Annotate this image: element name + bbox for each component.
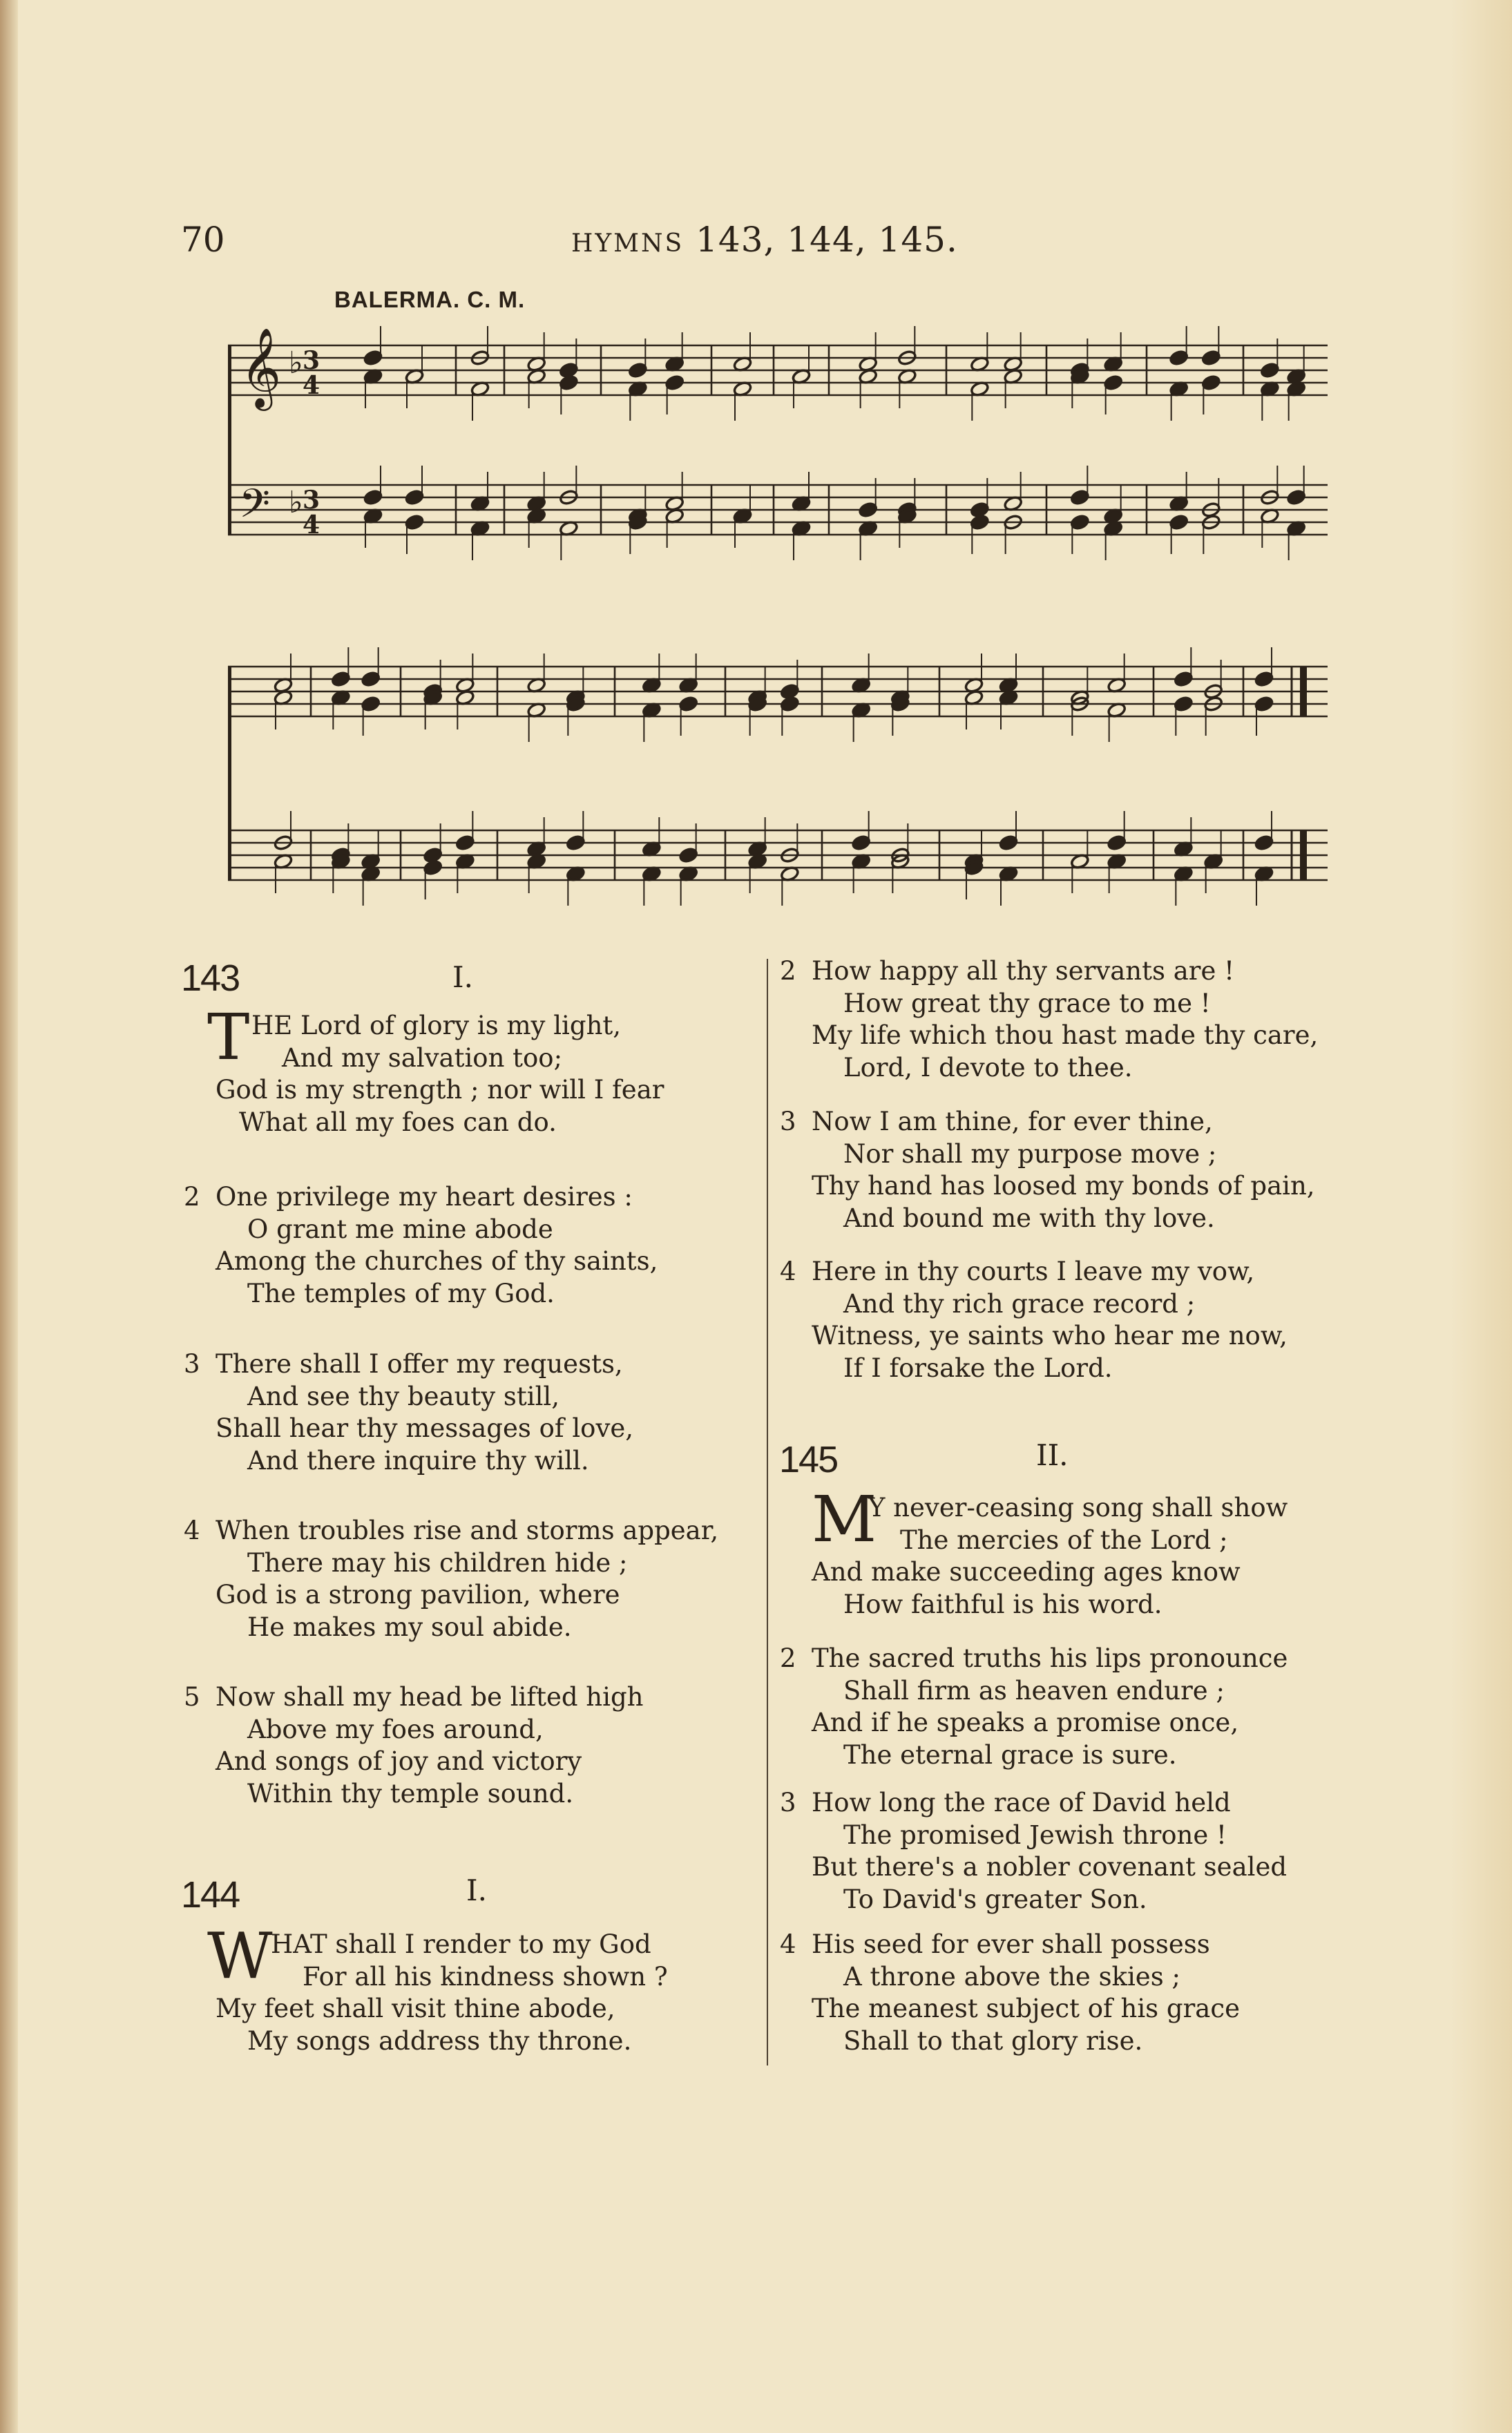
system-brace <box>228 345 231 535</box>
hymn-number-145: 145 <box>779 1439 838 1480</box>
page-edge-right <box>1450 0 1512 2433</box>
bass-note <box>1169 514 1189 531</box>
verse-number: 2 <box>184 1182 200 1212</box>
hymn-144-stanza-4 <box>780 1256 1288 1384</box>
hymn-143-stanza-2 <box>184 1181 658 1310</box>
stanza-line: If I forsake the Lord. <box>843 1353 1113 1383</box>
final-barline <box>1300 667 1307 716</box>
treble-note <box>1174 671 1193 687</box>
bass-key-flat-icon: ♭ <box>289 485 303 520</box>
treble-note <box>1104 374 1123 391</box>
treble-time-signature-icon: 4 <box>303 371 320 400</box>
stanza-line: O grant me mine abode <box>247 1214 553 1244</box>
running-title-numbers: 143, 144, 145. <box>696 220 958 260</box>
stanza-line: Shall to that glory rise. <box>843 2025 1143 2056</box>
treble-note <box>1260 362 1279 379</box>
final-barline <box>1300 830 1307 880</box>
hymn-144-stanza-3 <box>780 1106 1315 1234</box>
treble-note <box>1201 350 1221 366</box>
hymn-145-stanza-4 <box>780 1929 1240 2057</box>
drop-cap: T <box>207 1000 250 1074</box>
bass-note <box>852 834 871 851</box>
hymn-145-stanza-1 <box>812 1482 1288 1621</box>
bass-note <box>970 514 989 531</box>
hymn-143-stanza-3 <box>184 1348 634 1477</box>
stanza-line: Nor shall my purpose move ; <box>843 1138 1217 1169</box>
stanza-line: Now I am thine, for ever thine, <box>812 1107 1213 1136</box>
treble-clef-icon: 𝄞 <box>240 327 282 408</box>
stanza-line: The meanest subject of his grace <box>812 1994 1240 2023</box>
stanza-line: My feet shall visit thine abode, <box>216 1994 615 2023</box>
verse-number: 5 <box>184 1682 200 1712</box>
bass-time-signature-icon: 3 <box>303 486 320 515</box>
stanza-line: He makes my soul abide. <box>247 1612 572 1642</box>
bass-note <box>423 859 443 876</box>
treble-note <box>361 696 381 712</box>
hymn-143-stanza-5 <box>184 1681 644 1810</box>
stanza-line: Among the churches of thy saints, <box>216 1246 658 1276</box>
stanza-line: Y never-ceasing song shall show <box>868 1493 1288 1523</box>
bass-note <box>859 502 878 518</box>
stanza-line: And make succeeding ages know <box>812 1557 1241 1587</box>
stanza-line: HAT shall I render to my God <box>271 1929 651 1959</box>
bass-note <box>566 834 585 851</box>
treble-note <box>780 696 799 712</box>
stanza-line: Lord, I devote to thee. <box>843 1052 1133 1082</box>
system-brace <box>228 667 231 880</box>
stanza-line: Here in thy courts I leave my vow, <box>812 1257 1255 1286</box>
treble-note <box>628 362 647 379</box>
stanza-line: A throne above the skies ; <box>843 1961 1180 1992</box>
treble-key-flat-icon: ♭ <box>289 345 303 381</box>
verse-number: 3 <box>780 1788 796 1817</box>
stanza-line: But there's a nobler covenant sealed <box>812 1852 1288 1882</box>
stanza-line: What all my foes can do. <box>239 1107 557 1137</box>
hymn-meter-145: II. <box>1036 1438 1069 1472</box>
verse-number: 4 <box>184 1516 200 1545</box>
verse-number: 4 <box>780 1929 796 1959</box>
music-system-1 <box>228 325 1328 587</box>
treble-note <box>363 350 383 366</box>
hymn-143-stanza-1 <box>207 1000 664 1138</box>
stanza-line: My songs address thy throne. <box>247 2025 632 2056</box>
stanza-line: And thy rich grace record ; <box>843 1288 1196 1319</box>
stanza-line: And songs of joy and victory <box>216 1746 582 1776</box>
stanza-line: God is a strong pavilion, where <box>216 1580 620 1610</box>
page-header <box>181 220 996 261</box>
drop-cap: M <box>812 1482 877 1556</box>
stanza-line: Above my foes around, <box>247 1714 544 1744</box>
verse-number: 3 <box>184 1349 200 1379</box>
stanza-line: His seed for ever shall possess <box>812 1929 1210 1959</box>
hymn-144-stanza-2 <box>780 955 1319 1084</box>
stanza-line: Now shall my head be lifted high <box>216 1682 644 1712</box>
hymn-number-144: 144 <box>181 1874 240 1916</box>
stanza-line: Thy hand has loosed my bonds of pain, <box>812 1171 1315 1201</box>
stanza-line: How great thy grace to me ! <box>843 988 1211 1018</box>
verse-number: 2 <box>780 1643 796 1673</box>
hymn-meter-144: I. <box>466 1873 487 1907</box>
treble-note <box>361 671 381 687</box>
stanza-line: And if he speaks a promise once, <box>812 1708 1239 1737</box>
stanza-line: The mercies of the Lord ; <box>900 1525 1228 1555</box>
bass-note <box>1107 834 1127 851</box>
stanza-line: And see thy beauty still, <box>247 1381 560 1411</box>
running-title-prefix: HYMNS <box>571 229 685 258</box>
stanza-line: For all his kindness shown ? <box>303 1961 668 1992</box>
hymn-145-stanza-3 <box>780 1787 1288 1916</box>
stanza-line: And bound me with thy love. <box>843 1203 1215 1233</box>
stanza-line: How faithful is his word. <box>843 1589 1162 1619</box>
treble-note <box>331 671 350 687</box>
stanza-line: And my salvation too; <box>282 1042 563 1073</box>
hymn-143-stanza-4 <box>184 1515 719 1643</box>
treble-note <box>665 374 685 391</box>
tune-name: BALERMA. C. M. <box>334 287 526 312</box>
stanza-line: The temples of my God. <box>247 1278 555 1308</box>
treble-note <box>1201 374 1221 391</box>
stanza-line: There shall I offer my requests, <box>216 1349 623 1379</box>
treble-note <box>1254 696 1274 712</box>
bass-note <box>363 489 383 506</box>
bass-note <box>1287 489 1306 506</box>
running-title <box>571 220 958 260</box>
bass-time-signature-icon: 4 <box>303 511 320 540</box>
treble-time-signature-icon: 3 <box>303 346 320 375</box>
hymn-meter-143: I. <box>452 960 473 994</box>
bass-note <box>999 834 1018 851</box>
stanza-line: The promised Jewish throne ! <box>843 1820 1227 1850</box>
bass-note <box>455 834 475 851</box>
page-edge-left <box>0 0 18 2433</box>
music-score-svg-1 <box>228 325 1328 587</box>
bass-note <box>1070 514 1089 531</box>
stanza-line: Shall hear thy messages of love, <box>216 1413 634 1443</box>
page-number: 70 <box>181 220 225 260</box>
bass-note <box>405 514 424 531</box>
treble-note <box>679 696 698 712</box>
verse-number: 3 <box>780 1107 796 1136</box>
treble-note <box>1169 350 1189 366</box>
verse-number: 2 <box>780 956 796 986</box>
stanza-line: And there inquire thy will. <box>247 1445 589 1476</box>
verse-number: 4 <box>780 1257 796 1286</box>
bass-note <box>1070 489 1089 506</box>
treble-note <box>1254 671 1274 687</box>
stanza-line: God is my strength ; nor will I fear <box>216 1075 664 1105</box>
stanza-line: To David's greater Son. <box>843 1884 1147 1914</box>
bass-note <box>679 847 698 864</box>
stanza-line: Witness, ye saints who hear me now, <box>812 1321 1288 1351</box>
stanza-line: The sacred truths his lips pronounce <box>812 1643 1288 1673</box>
stanza-line: Within thy temple sound. <box>247 1778 574 1809</box>
music-score-svg-2 <box>228 646 1328 929</box>
music-system-2 <box>228 646 1328 929</box>
hymn-number-143: 143 <box>181 957 240 999</box>
stanza-line: Shall firm as heaven endure ; <box>843 1675 1225 1706</box>
stanza-line: How happy all thy servants are ! <box>812 956 1234 986</box>
treble-note <box>559 374 578 391</box>
bass-note <box>1254 834 1274 851</box>
bass-clef-icon: 𝄢 <box>239 480 271 537</box>
drop-cap: W <box>207 1919 273 1993</box>
stanza-line: My life which thou hast made thy care, <box>812 1020 1319 1050</box>
stanza-line: There may his children hide ; <box>247 1547 628 1578</box>
stanza-line: The eternal grace is sure. <box>843 1739 1177 1770</box>
hymn-144-stanza-1 <box>207 1919 668 2057</box>
bass-note <box>405 489 424 506</box>
stanza-line: HE Lord of glory is my light, <box>251 1011 622 1040</box>
hymn-145-stanza-2 <box>780 1643 1288 1771</box>
stanza-line: One privilege my heart desires : <box>216 1182 633 1212</box>
column-divider <box>767 959 768 2065</box>
treble-note <box>1174 696 1193 712</box>
stanza-line: When troubles rise and storms appear, <box>216 1516 719 1545</box>
stanza-line: How long the race of David held <box>812 1788 1231 1817</box>
